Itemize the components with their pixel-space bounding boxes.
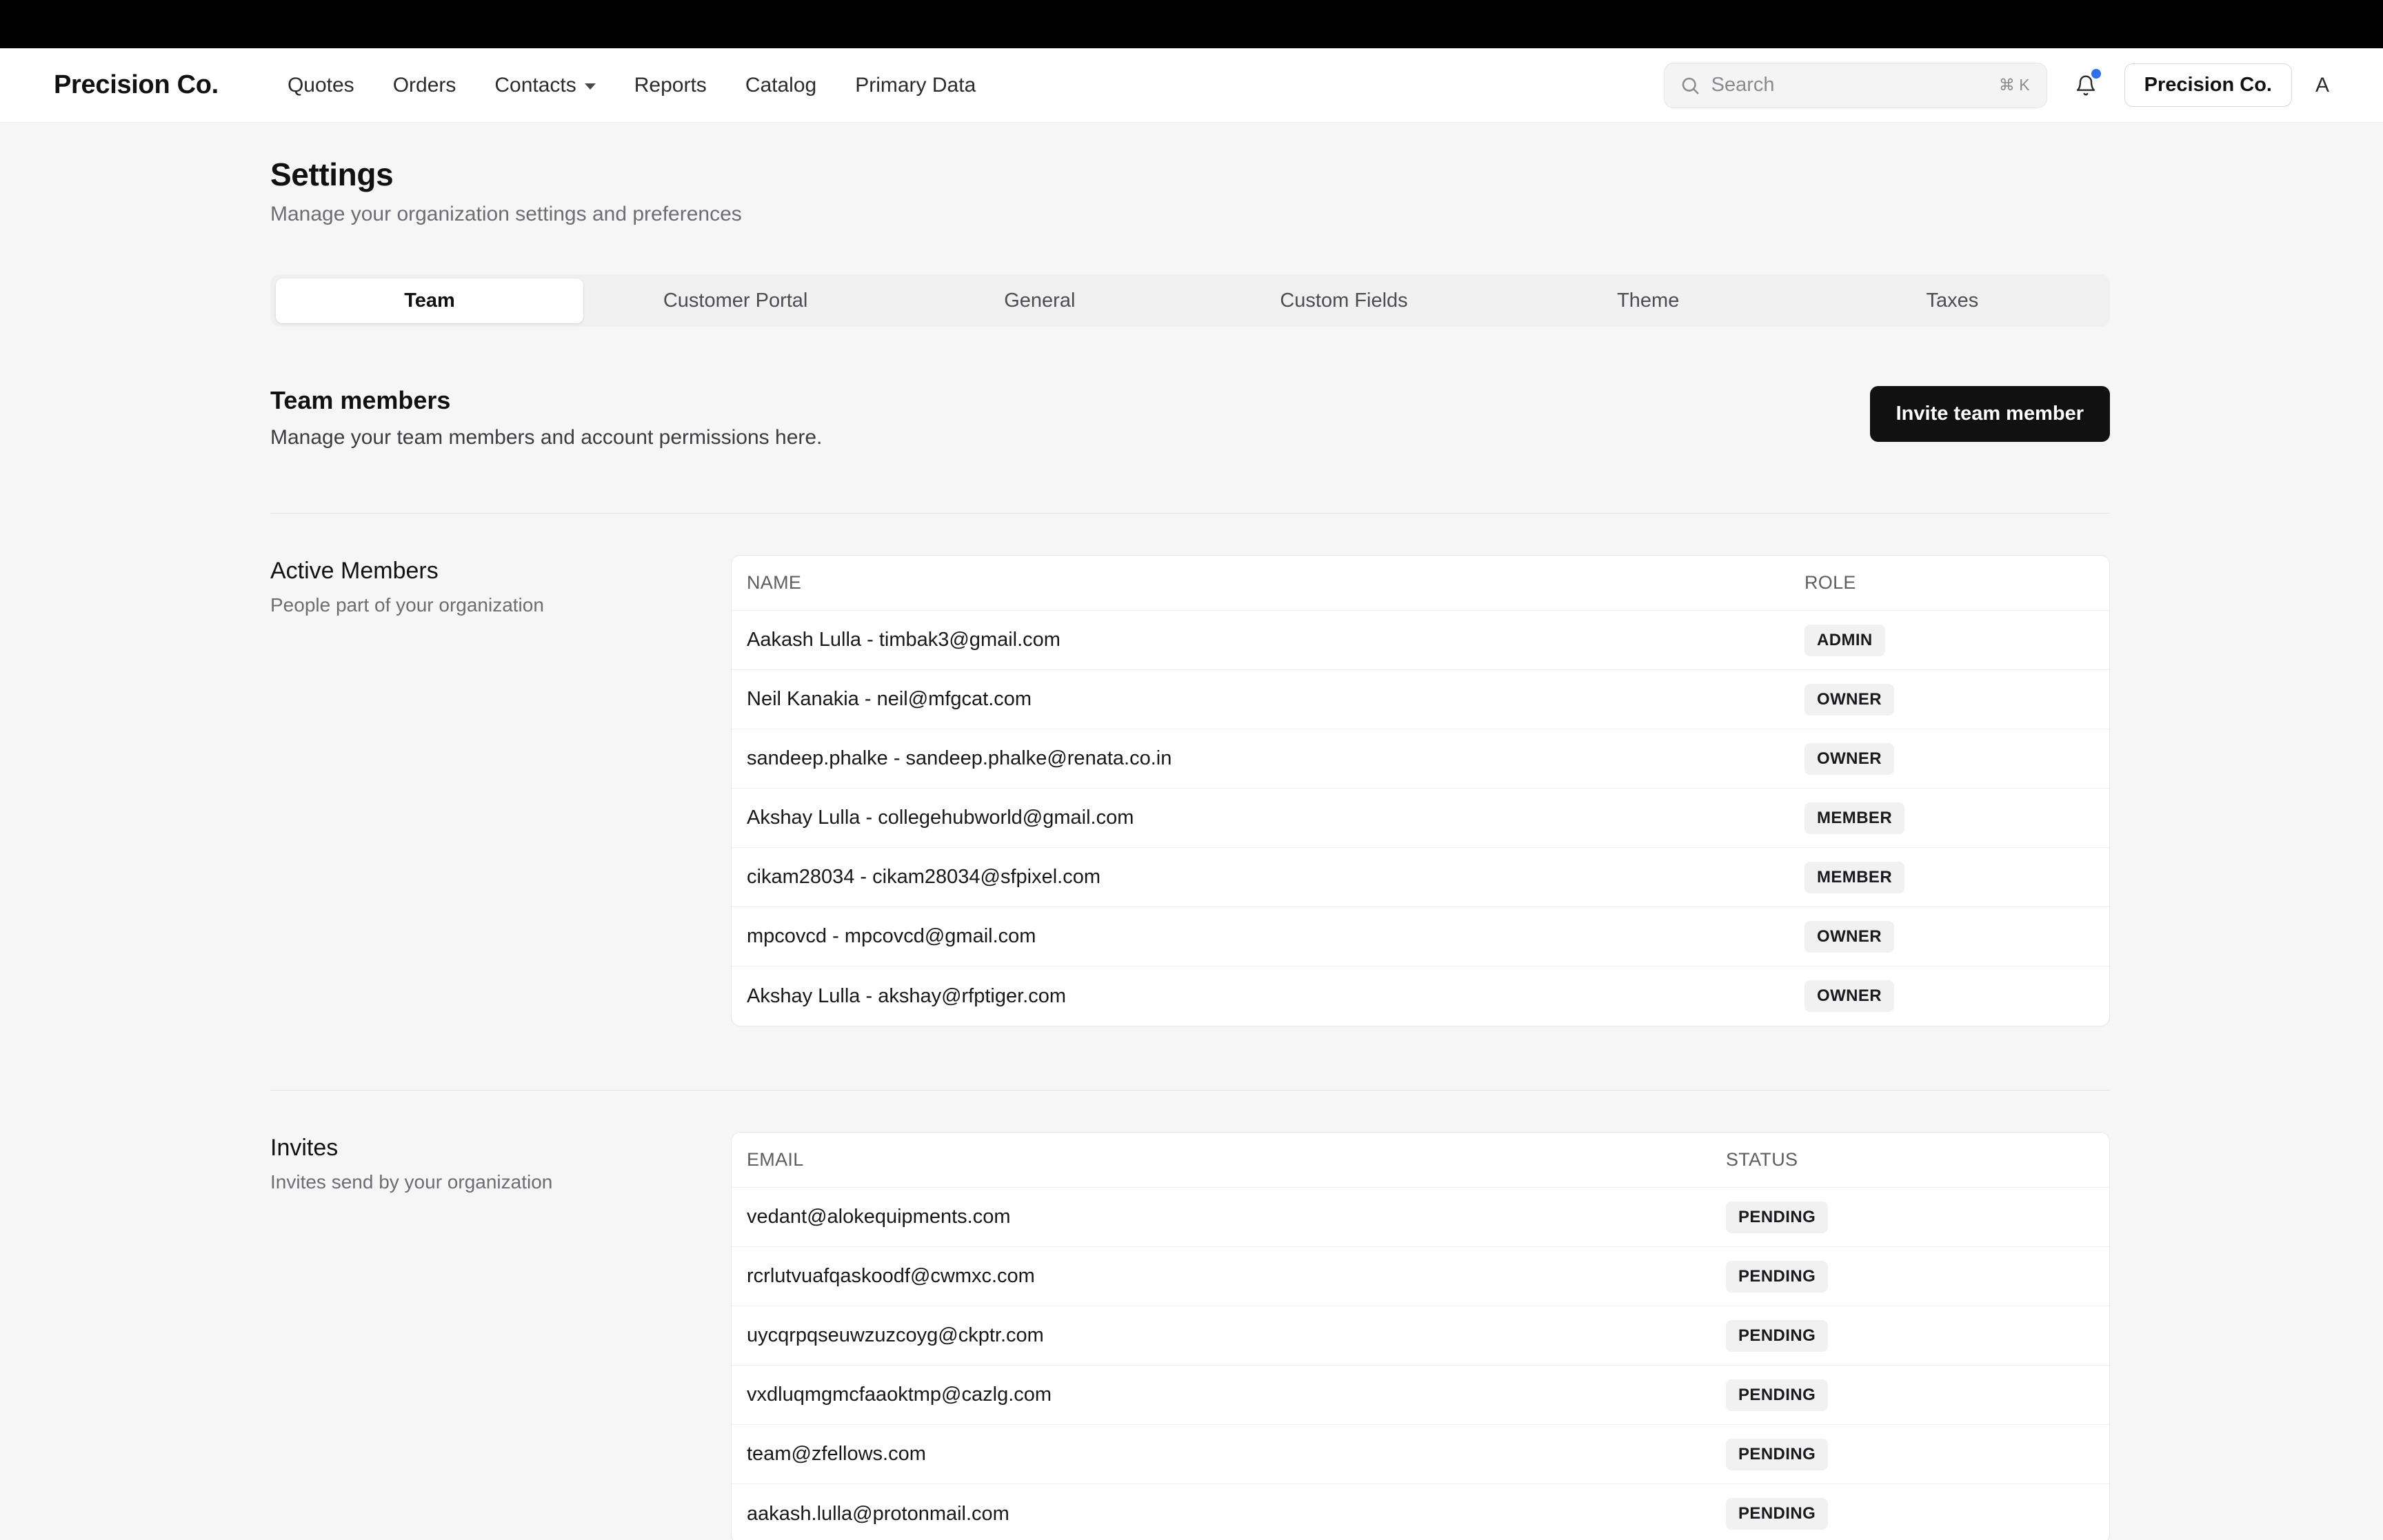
active-members-title: Active Members bbox=[270, 558, 439, 584]
table-row[interactable] bbox=[732, 1484, 2109, 1540]
member-role-cell bbox=[1804, 980, 2094, 1012]
status-badge: PENDING bbox=[1726, 1498, 1828, 1530]
nav-item-catalog[interactable] bbox=[726, 67, 836, 104]
page-subtitle: Manage your organization settings and preferences bbox=[270, 203, 742, 225]
team-section-description: Manage your team members and account permissions here. bbox=[270, 426, 823, 449]
tab-general[interactable]: General bbox=[1004, 289, 1076, 312]
nav-label: Orders bbox=[392, 73, 456, 97]
invite-status-cell bbox=[1726, 1202, 2094, 1233]
section-divider bbox=[270, 1090, 2110, 1091]
nav-label: Contacts bbox=[494, 73, 576, 97]
invites-table bbox=[731, 1132, 2110, 1540]
nav-label: Quotes bbox=[287, 73, 354, 97]
active-members-description: People part of your organization bbox=[270, 594, 544, 616]
member-role-cell bbox=[1804, 684, 2094, 716]
nav-label: Primary Data bbox=[855, 73, 976, 97]
search-icon bbox=[1680, 75, 1700, 96]
avatar[interactable]: A bbox=[2315, 73, 2329, 97]
active-members-table bbox=[731, 555, 2110, 1026]
member-name: Akshay Lulla - collegehubworld@gmail.com bbox=[747, 807, 1134, 829]
status-badge: PENDING bbox=[1726, 1379, 1828, 1411]
table-row[interactable] bbox=[732, 1425, 2109, 1484]
settings-tabs bbox=[270, 274, 2110, 327]
status-badge: PENDING bbox=[1726, 1261, 1828, 1293]
nav-item-primary-data[interactable] bbox=[836, 67, 995, 104]
nav-item-orders[interactable] bbox=[374, 67, 476, 104]
invite-email: vxdluqmgmcfaaoktmp@cazlg.com bbox=[747, 1384, 1052, 1406]
table-row[interactable] bbox=[732, 611, 2109, 670]
tab-taxes[interactable]: Taxes bbox=[1926, 289, 1979, 312]
os-title-bar bbox=[0, 0, 2383, 48]
page-title: Settings bbox=[270, 156, 394, 192]
chevron-down-icon bbox=[585, 83, 596, 90]
invite-status-cell bbox=[1726, 1498, 2094, 1530]
invite-status-cell bbox=[1726, 1320, 2094, 1352]
table-row[interactable] bbox=[732, 789, 2109, 848]
member-name: sandeep.phalke - sandeep.phalke@renata.co.in bbox=[747, 747, 1172, 769]
nav-item-quotes[interactable] bbox=[268, 67, 374, 104]
invite-email: vedant@alokequipments.com bbox=[747, 1206, 1011, 1228]
table-row[interactable] bbox=[732, 1247, 2109, 1306]
status-badge: PENDING bbox=[1726, 1320, 1828, 1352]
invite-status-cell bbox=[1726, 1261, 2094, 1293]
search-input[interactable] bbox=[1711, 74, 1984, 97]
role-badge: ADMIN bbox=[1804, 625, 1885, 656]
search-shortcut-hint: ⌘ K bbox=[1998, 76, 2030, 94]
table-row[interactable] bbox=[732, 1366, 2109, 1425]
member-role-cell bbox=[1804, 862, 2094, 893]
invite-email: aakash.lulla@protonmail.com bbox=[747, 1502, 1009, 1525]
invite-team-member-button[interactable]: Invite team member bbox=[1870, 386, 2110, 442]
invite-email: rcrlutvuafqaskoodf@cwmxc.com bbox=[747, 1265, 1035, 1287]
brand-logo[interactable]: Precision Co. bbox=[54, 70, 219, 99]
invite-status-cell bbox=[1726, 1379, 2094, 1411]
header-right-cluster bbox=[1664, 63, 2342, 108]
notification-badge-dot bbox=[2091, 69, 2101, 79]
tab-customer-portal[interactable]: Customer Portal bbox=[663, 289, 808, 312]
member-name: mpcovcd - mpcovcd@gmail.com bbox=[747, 925, 1036, 947]
member-role-cell bbox=[1804, 743, 2094, 775]
org-switcher-button[interactable]: Precision Co. bbox=[2124, 63, 2292, 107]
invites-title: Invites bbox=[270, 1135, 339, 1161]
table-row[interactable] bbox=[732, 1306, 2109, 1366]
status-badge: PENDING bbox=[1726, 1202, 1828, 1233]
member-name: cikam28034 - cikam28034@sfpixel.com bbox=[747, 866, 1100, 888]
member-role-cell bbox=[1804, 921, 2094, 953]
column-header-role: ROLE bbox=[1804, 572, 1856, 593]
invites-label-group bbox=[270, 1132, 731, 1540]
column-header-email: EMAIL bbox=[747, 1149, 804, 1170]
role-badge: OWNER bbox=[1804, 921, 1894, 953]
member-role-cell bbox=[1804, 625, 2094, 656]
team-section-header bbox=[270, 386, 2110, 449]
settings-page bbox=[0, 123, 2383, 1540]
status-badge: PENDING bbox=[1726, 1439, 1828, 1470]
member-name: Neil Kanakia - neil@mfgcat.com bbox=[747, 688, 1032, 710]
role-badge: MEMBER bbox=[1804, 862, 1904, 893]
member-name: Akshay Lulla - akshay@rfptiger.com bbox=[747, 984, 1067, 1007]
role-badge: MEMBER bbox=[1804, 802, 1904, 834]
member-role-cell bbox=[1804, 802, 2094, 834]
nav-item-contacts[interactable] bbox=[475, 67, 614, 104]
table-row[interactable] bbox=[732, 966, 2109, 1026]
role-badge: OWNER bbox=[1804, 980, 1894, 1012]
table-row[interactable] bbox=[732, 907, 2109, 966]
notifications-button[interactable] bbox=[2071, 69, 2101, 102]
table-row[interactable] bbox=[732, 1188, 2109, 1247]
table-row[interactable] bbox=[732, 670, 2109, 729]
column-header-name: NAME bbox=[747, 572, 802, 593]
team-section-title: Team members bbox=[270, 386, 451, 414]
tab-theme[interactable]: Theme bbox=[1617, 289, 1680, 312]
main-nav bbox=[268, 67, 995, 104]
nav-label: Catalog bbox=[745, 73, 817, 97]
table-header-row bbox=[732, 1133, 2109, 1188]
role-badge: OWNER bbox=[1804, 684, 1894, 716]
tab-custom-fields[interactable]: Custom Fields bbox=[1280, 289, 1408, 312]
active-members-block bbox=[270, 555, 2110, 1026]
nav-item-reports[interactable] bbox=[615, 67, 726, 104]
active-members-label-group bbox=[270, 555, 731, 1026]
column-header-status: STATUS bbox=[1726, 1149, 1798, 1170]
invites-block bbox=[270, 1132, 2110, 1540]
section-divider bbox=[270, 513, 2110, 514]
invite-email: uycqrpqseuwzuzcoyg@ckptr.com bbox=[747, 1324, 1044, 1346]
table-header-row bbox=[732, 556, 2109, 611]
app-header bbox=[0, 48, 2383, 123]
member-name: Aakash Lulla - timbak3@gmail.com bbox=[747, 629, 1060, 651]
invites-description: Invites send by your organization bbox=[270, 1171, 553, 1193]
search-box[interactable] bbox=[1664, 63, 2047, 108]
role-badge: OWNER bbox=[1804, 743, 1894, 775]
invite-email: team@zfellows.com bbox=[747, 1443, 926, 1465]
nav-label: Reports bbox=[634, 73, 707, 97]
tab-team[interactable]: Team bbox=[276, 278, 583, 323]
invite-status-cell bbox=[1726, 1439, 2094, 1470]
table-row[interactable] bbox=[732, 848, 2109, 907]
table-row[interactable] bbox=[732, 729, 2109, 789]
